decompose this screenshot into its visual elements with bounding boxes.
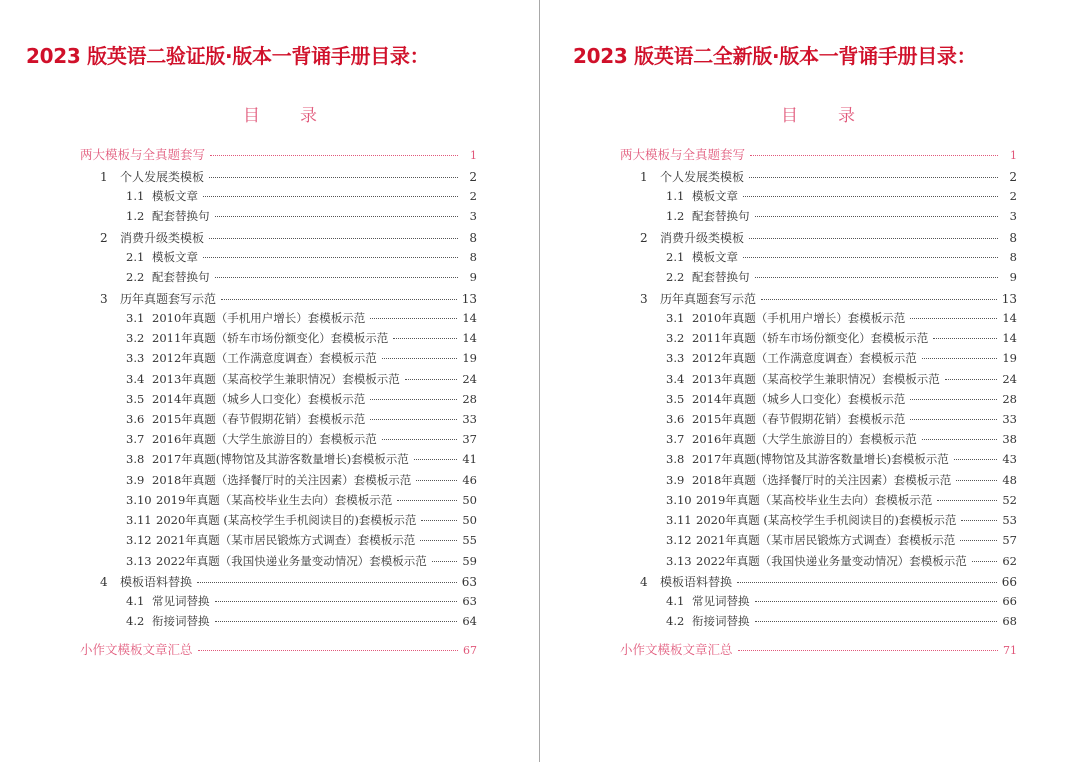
toc-entry-number: 1.1 xyxy=(126,189,145,203)
toc-entry-label: 2010年真题（手机用户增长）套模板示范 xyxy=(152,311,366,325)
dot-leader xyxy=(382,439,458,440)
dot-leader xyxy=(961,520,997,521)
toc-entry-number: 2.1 xyxy=(666,250,685,264)
toc-section-entry[interactable] xyxy=(666,391,1017,411)
toc-entry-label: 2020年真题 (某高校学生手机阅读目的)套模板示范 xyxy=(156,513,417,527)
toc-section-entry[interactable] xyxy=(126,492,477,512)
dot-leader xyxy=(382,358,458,359)
toc-entry-number: 3.11 xyxy=(126,513,152,527)
toc-entry-number: 3.4 xyxy=(666,372,685,386)
toc-entry-page: 71 xyxy=(1003,644,1017,657)
toc-entry-number: 1 xyxy=(640,170,648,184)
toc-entry-page: 66 xyxy=(1002,594,1017,608)
toc-entry-label: 2012年真题（工作满意度调查）套模板示范 xyxy=(692,351,917,365)
toc-entry-page: 2 xyxy=(1009,170,1017,184)
dot-leader xyxy=(209,177,458,178)
toc-entry-label: 模板文章 xyxy=(692,189,738,203)
toc-entry-page: 13 xyxy=(461,292,477,306)
toc-chapter-entry[interactable] xyxy=(100,573,477,593)
dot-leader xyxy=(910,399,997,400)
toc-entry-label: 常见词替换 xyxy=(152,594,210,608)
toc-section-entry[interactable] xyxy=(126,188,477,208)
right-page xyxy=(540,0,1079,762)
dot-leader xyxy=(209,238,458,239)
toc-entry-label: 历年真题套写示范 xyxy=(120,292,217,306)
toc-entry-page: 1 xyxy=(1010,149,1017,162)
dot-leader xyxy=(370,318,457,319)
toc-entry-page: 59 xyxy=(462,554,477,568)
toc-entry-number: 3.3 xyxy=(126,351,145,365)
toc-chapter-entry[interactable] xyxy=(100,290,477,310)
toc-entry-label: 消费升级类模板 xyxy=(120,231,205,245)
toc-entry-page: 2 xyxy=(469,170,477,184)
toc-section-entry[interactable] xyxy=(666,188,1017,208)
page-heading: 2023 版英语二全新版·版本一背诵手册目录： xyxy=(573,44,977,68)
toc-entry-label: 衔接词替换 xyxy=(152,614,210,628)
toc-section-entry[interactable] xyxy=(666,532,1017,552)
toc-entry-label: 2015年真题（春节假期花销）套模板示范 xyxy=(152,412,366,426)
toc-section-entry[interactable] xyxy=(126,330,477,350)
toc-section-entry[interactable] xyxy=(126,613,477,633)
toc-section-entry[interactable] xyxy=(666,472,1017,492)
dot-leader xyxy=(370,399,457,400)
toc-entry-page: 68 xyxy=(1002,614,1017,628)
toc-entry-page: 8 xyxy=(469,250,477,264)
toc-section-entry[interactable] xyxy=(126,269,477,289)
toc-chapter-entry[interactable] xyxy=(100,229,477,249)
toc-section-entry[interactable] xyxy=(666,492,1017,512)
dot-leader xyxy=(197,582,457,583)
toc-entry-label: 2019年真题（某高校毕业生去向）套模板示范 xyxy=(156,493,393,507)
toc-section-entry[interactable] xyxy=(126,593,477,613)
toc-entry-number: 2.2 xyxy=(666,270,685,284)
toc-entry-number: 3.7 xyxy=(666,432,685,446)
dot-leader xyxy=(198,650,458,651)
dot-leader xyxy=(420,540,457,541)
toc-entry-label: 常见词替换 xyxy=(692,594,750,608)
dot-leader xyxy=(755,601,998,602)
dot-leader xyxy=(755,277,999,278)
toc-entry-number: 1.2 xyxy=(666,209,685,223)
dot-leader xyxy=(221,299,457,300)
toc-entry-number: 3.11 xyxy=(666,513,692,527)
toc-entry-page: 14 xyxy=(462,311,477,325)
toc-section-entry[interactable] xyxy=(126,512,477,532)
toc-entry-label: 衔接词替换 xyxy=(692,614,750,628)
dot-leader xyxy=(749,238,998,239)
toc-entry-label: 2021年真题（某市居民锻炼方式调查）套模板示范 xyxy=(696,533,956,547)
toc-part-entry[interactable] xyxy=(620,145,1017,165)
toc-entry-label: 模板语料替换 xyxy=(120,575,193,589)
toc-entry-number: 4 xyxy=(640,575,648,589)
dot-leader xyxy=(954,459,998,460)
toc-entry-number: 3.8 xyxy=(666,452,685,466)
toc-entry-number: 4.1 xyxy=(126,594,145,608)
dot-leader xyxy=(960,540,997,541)
toc-section-entry[interactable] xyxy=(126,310,477,330)
toc-section-entry[interactable] xyxy=(126,431,477,451)
dot-leader xyxy=(432,561,458,562)
dot-leader xyxy=(956,480,997,481)
toc-entry-page: 2 xyxy=(1009,189,1017,203)
toc-chapter-entry[interactable] xyxy=(640,573,1017,593)
toc-entry-number: 3.13 xyxy=(666,554,692,568)
toc-part-entry[interactable] xyxy=(80,640,477,660)
toc-entry-number: 3.7 xyxy=(126,432,145,446)
toc-section-entry[interactable] xyxy=(126,532,477,552)
toc-entry-label: 2013年真题（某高校学生兼职情况）套模板示范 xyxy=(692,372,940,386)
toc-section-entry[interactable] xyxy=(666,208,1017,228)
toc-entry-page: 62 xyxy=(1002,554,1017,568)
dot-leader xyxy=(972,561,998,562)
toc-section-entry[interactable] xyxy=(126,208,477,228)
toc-entry-label: 2013年真题（某高校学生兼职情况）套模板示范 xyxy=(152,372,400,386)
dot-leader xyxy=(397,500,457,501)
toc-entry-page: 19 xyxy=(1002,351,1017,365)
toc-section-entry[interactable] xyxy=(666,553,1017,573)
toc-entry-page: 24 xyxy=(1002,372,1017,386)
toc-entry-number: 3 xyxy=(640,292,648,306)
dot-leader xyxy=(203,196,458,197)
toc-entry-label: 模板语料替换 xyxy=(660,575,733,589)
toc-entry-number: 3.13 xyxy=(126,554,152,568)
toc-entry-number: 3.12 xyxy=(666,533,692,547)
toc-entry-label: 2022年真题（我国快递业务量变动情况）套模板示范 xyxy=(696,554,967,568)
page-heading: 2023 版英语二验证版·版本一背诵手册目录： xyxy=(26,44,430,68)
toc-entry-number: 3.8 xyxy=(126,452,145,466)
toc-entry-page: 1 xyxy=(470,149,477,162)
toc-entry-number: 3.12 xyxy=(126,533,152,547)
toc-entry-label: 消费升级类模板 xyxy=(660,231,745,245)
dot-leader xyxy=(215,216,459,217)
toc-entry-page: 13 xyxy=(1001,292,1017,306)
toc-entry-page: 8 xyxy=(1009,231,1017,245)
toc-section-entry[interactable] xyxy=(126,451,477,471)
toc-entry-number: 3.2 xyxy=(666,331,685,345)
toc-section-entry[interactable] xyxy=(666,593,1017,613)
toc-entry-number: 4.2 xyxy=(666,614,685,628)
toc-entry-number: 4.1 xyxy=(666,594,685,608)
toc-entry-page: 14 xyxy=(462,331,477,345)
toc-entry-page: 33 xyxy=(1002,412,1017,426)
toc-entry-label: 两大模板与全真题套写 xyxy=(80,147,206,162)
dot-leader xyxy=(215,601,458,602)
toc-entry-label: 个人发展类模板 xyxy=(660,170,745,184)
toc-entry-page: 64 xyxy=(462,614,477,628)
toc-entry-number: 3.9 xyxy=(126,473,145,487)
toc-chapter-entry[interactable] xyxy=(640,229,1017,249)
toc-entry-page: 24 xyxy=(462,372,477,386)
toc-entry-number: 3.2 xyxy=(126,331,145,345)
toc-entry-page: 9 xyxy=(469,270,477,284)
toc-section-entry[interactable] xyxy=(666,310,1017,330)
toc-entry-label: 2017年真题(博物馆及其游客数量增长)套模板示范 xyxy=(152,452,409,466)
dot-leader xyxy=(910,318,997,319)
toc-entry-number: 3.6 xyxy=(126,412,145,426)
toc-entry-page: 2 xyxy=(469,189,477,203)
dot-leader xyxy=(743,196,998,197)
toc-section-entry[interactable] xyxy=(666,269,1017,289)
dot-leader xyxy=(749,177,998,178)
toc-section-entry[interactable] xyxy=(126,472,477,492)
toc-entry-label: 小作文模板文章汇总 xyxy=(80,642,193,657)
toc-entry-number: 3.1 xyxy=(666,311,685,325)
dot-leader xyxy=(210,155,458,156)
dot-leader xyxy=(937,500,997,501)
dot-leader xyxy=(755,621,998,622)
toc-entry-page: 50 xyxy=(462,493,477,507)
toc-entry-page: 50 xyxy=(462,513,477,527)
dot-leader xyxy=(405,379,458,380)
toc-entry-page: 37 xyxy=(462,432,477,446)
toc-entry-page: 3 xyxy=(469,209,477,223)
dot-leader xyxy=(215,621,458,622)
toc-entry-number: 4.2 xyxy=(126,614,145,628)
toc-section-entry[interactable] xyxy=(666,411,1017,431)
toc-entry-label: 配套替换句 xyxy=(152,270,210,284)
toc-entry-label: 2016年真题（大学生旅游目的）套模板示范 xyxy=(152,432,377,446)
toc-entry-label: 配套替换句 xyxy=(152,209,210,223)
toc-entry-number: 3.6 xyxy=(666,412,685,426)
toc-chapter-entry[interactable] xyxy=(640,168,1017,188)
toc-entry-page: 8 xyxy=(1009,250,1017,264)
toc-entry-page: 63 xyxy=(461,575,477,589)
toc-entry-page: 28 xyxy=(1002,392,1017,406)
toc-entry-number: 4 xyxy=(100,575,108,589)
toc-entry-label: 模板文章 xyxy=(152,189,198,203)
toc-entry-label: 2018年真题（选择餐厅时的关注因素）套模板示范 xyxy=(152,473,412,487)
dot-leader xyxy=(416,480,457,481)
dot-leader xyxy=(750,155,998,156)
toc-entry-number: 3.5 xyxy=(666,392,685,406)
toc-entry-label: 2014年真题（城乡人口变化）套模板示范 xyxy=(692,392,906,406)
toc-entry-label: 历年真题套写示范 xyxy=(660,292,757,306)
toc-section-entry[interactable] xyxy=(126,391,477,411)
toc-entry-label: 模板文章 xyxy=(152,250,198,264)
toc-section-entry[interactable] xyxy=(666,350,1017,370)
toc-entry-number: 3.10 xyxy=(666,493,692,507)
dot-leader xyxy=(945,379,998,380)
toc-entry-page: 66 xyxy=(1001,575,1017,589)
toc-entry-label: 2011年真题（轿车市场份额变化）套模板示范 xyxy=(692,331,929,345)
toc-section-entry[interactable] xyxy=(126,371,477,391)
dot-leader xyxy=(414,459,458,460)
toc-chapter-entry[interactable] xyxy=(100,168,477,188)
toc-entry-label: 2020年真题 (某高校学生手机阅读目的)套模板示范 xyxy=(696,513,957,527)
toc-entry-page: 14 xyxy=(1002,311,1017,325)
toc-entry-label: 2010年真题（手机用户增长）套模板示范 xyxy=(692,311,906,325)
toc-section-entry[interactable] xyxy=(126,350,477,370)
toc-entry-page: 14 xyxy=(1002,331,1017,345)
toc-entry-page: 57 xyxy=(1002,533,1017,547)
dot-leader xyxy=(910,419,997,420)
toc-section-entry[interactable] xyxy=(666,371,1017,391)
toc-section-entry[interactable] xyxy=(126,411,477,431)
dot-leader xyxy=(743,257,998,258)
dot-leader xyxy=(370,419,457,420)
dot-leader xyxy=(933,338,997,339)
toc-entry-label: 小作文模板文章汇总 xyxy=(620,642,733,657)
dot-leader xyxy=(737,582,997,583)
toc-entry-label: 个人发展类模板 xyxy=(120,170,205,184)
toc-section-entry[interactable] xyxy=(666,330,1017,350)
toc-section-entry[interactable] xyxy=(666,249,1017,269)
left-page xyxy=(0,0,539,762)
toc-entry-label: 2018年真题（选择餐厅时的关注因素）套模板示范 xyxy=(692,473,952,487)
toc-entry-label: 模板文章 xyxy=(692,250,738,264)
toc-entry-page: 53 xyxy=(1002,513,1017,527)
toc-entry-label: 2016年真题（大学生旅游目的）套模板示范 xyxy=(692,432,917,446)
toc-entry-label: 2015年真题（春节假期花销）套模板示范 xyxy=(692,412,906,426)
toc-entry-label: 2012年真题（工作满意度调查）套模板示范 xyxy=(152,351,377,365)
toc-entry-number: 3.1 xyxy=(126,311,145,325)
toc-entry-label: 2014年真题（城乡人口变化）套模板示范 xyxy=(152,392,366,406)
toc-entry-number: 3.5 xyxy=(126,392,145,406)
toc-entry-number: 3.4 xyxy=(126,372,145,386)
toc-entry-page: 43 xyxy=(1002,452,1017,466)
toc-entry-label: 配套替换句 xyxy=(692,209,750,223)
toc-section-entry[interactable] xyxy=(666,431,1017,451)
toc-entry-page: 28 xyxy=(462,392,477,406)
toc-entry-page: 46 xyxy=(462,473,477,487)
toc-entry-label: 2011年真题（轿车市场份额变化）套模板示范 xyxy=(152,331,389,345)
toc-entry-page: 55 xyxy=(462,533,477,547)
toc-chapter-entry[interactable] xyxy=(640,290,1017,310)
dot-leader xyxy=(922,439,998,440)
toc-entry-label: 2022年真题（我国快递业务量变动情况）套模板示范 xyxy=(156,554,427,568)
toc-entry-page: 41 xyxy=(462,452,477,466)
dot-leader xyxy=(393,338,457,339)
toc-entry-number: 2.2 xyxy=(126,270,145,284)
dot-leader xyxy=(761,299,997,300)
toc-title: 目录 xyxy=(781,106,895,126)
toc-entry-page: 33 xyxy=(462,412,477,426)
toc-entry-label: 2017年真题(博物馆及其游客数量增长)套模板示范 xyxy=(692,452,949,466)
toc-section-entry[interactable] xyxy=(126,249,477,269)
toc-entry-number: 2 xyxy=(100,231,108,245)
toc-entry-number: 3 xyxy=(100,292,108,306)
toc-entry-number: 2.1 xyxy=(126,250,145,264)
toc-entry-page: 52 xyxy=(1002,493,1017,507)
toc-entry-number: 3.9 xyxy=(666,473,685,487)
toc-part-entry[interactable] xyxy=(620,640,1017,660)
toc-entry-page: 9 xyxy=(1009,270,1017,284)
toc-part-entry[interactable] xyxy=(80,145,477,165)
toc-section-entry[interactable] xyxy=(666,613,1017,633)
toc-section-entry[interactable] xyxy=(666,512,1017,532)
toc-entry-label: 2019年真题（某高校毕业生去向）套模板示范 xyxy=(696,493,933,507)
toc-section-entry[interactable] xyxy=(666,451,1017,471)
toc-entry-label: 2021年真题（某市居民锻炼方式调查）套模板示范 xyxy=(156,533,416,547)
dot-leader xyxy=(755,216,999,217)
toc-entry-label: 两大模板与全真题套写 xyxy=(620,147,746,162)
toc-entry-number: 3.10 xyxy=(126,493,152,507)
toc-entry-page: 8 xyxy=(469,231,477,245)
dot-leader xyxy=(738,650,998,651)
dot-leader xyxy=(215,277,459,278)
toc-entry-label: 配套替换句 xyxy=(692,270,750,284)
toc-entry-page: 38 xyxy=(1002,432,1017,446)
toc-entry-number: 1 xyxy=(100,170,108,184)
toc-entry-number: 2 xyxy=(640,231,648,245)
toc-title: 目录 xyxy=(243,106,357,126)
toc-entry-number: 1.2 xyxy=(126,209,145,223)
toc-entry-number: 1.1 xyxy=(666,189,685,203)
toc-entry-number: 3.3 xyxy=(666,351,685,365)
dot-leader xyxy=(922,358,998,359)
toc-entry-page: 63 xyxy=(462,594,477,608)
toc-section-entry[interactable] xyxy=(126,553,477,573)
dot-leader xyxy=(421,520,457,521)
toc-entry-page: 67 xyxy=(463,644,477,657)
toc-entry-page: 3 xyxy=(1009,209,1017,223)
toc-entry-page: 48 xyxy=(1002,473,1017,487)
toc-entry-page: 19 xyxy=(462,351,477,365)
dot-leader xyxy=(203,257,458,258)
